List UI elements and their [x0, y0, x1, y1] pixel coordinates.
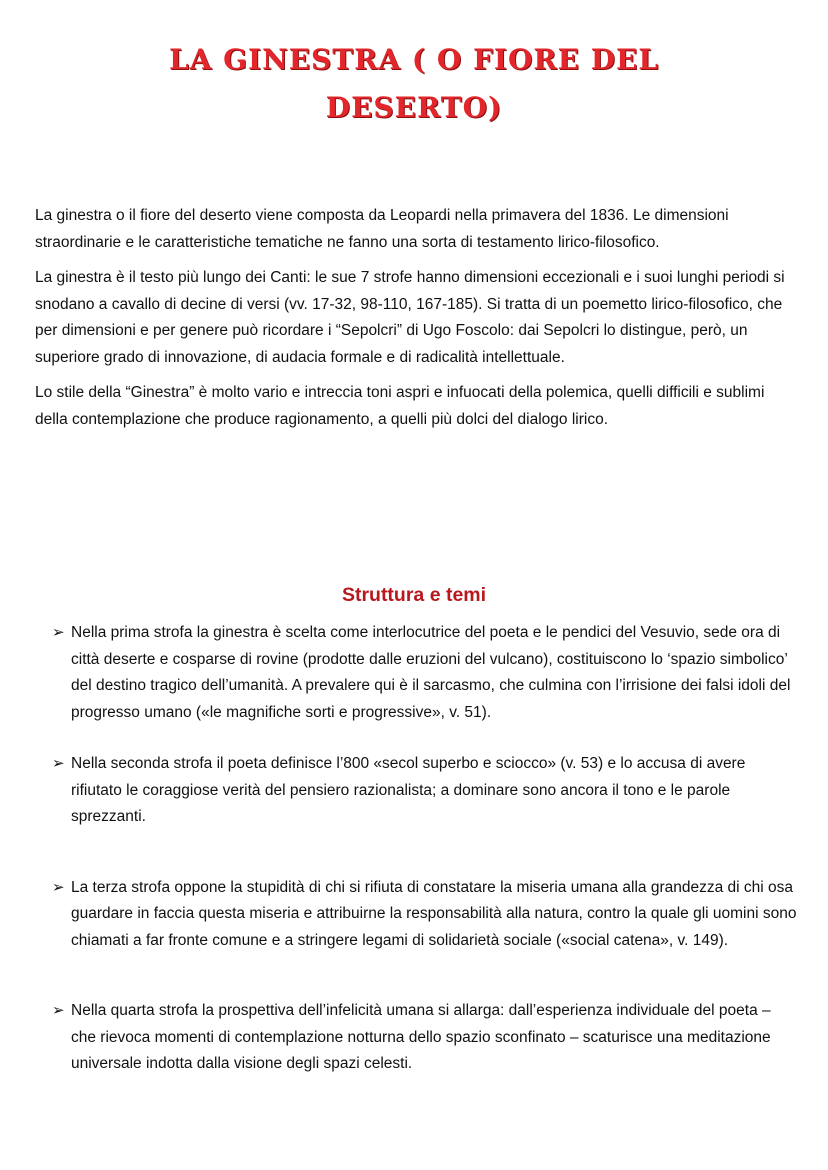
list-item-text: Nella prima strofa la ginestra è scelta come interlocutrice del poeta e le pendici del Vesuvio, sede ora di città deserte e cosparse di rovine (prodotte dalle eruzioni del vulcano), costituiscono lo ‘spazio simbolico’ del destino tragico dell’umanità. A prevalere qui è il sarcasmo, che culmina con l’irrisione dei falsi idoli del progresso umano («le magnifiche sorti e progressive», v. 51). [71, 624, 791, 721]
list-item [52, 751, 797, 831]
list-item-text: Nella quarta strofa la prospettiva dell’infelicità umana si allarga: dall’esperienza individuale del poeta – che rievoca momenti di contemplazione notturna dello spazio sconfinato – scaturisce una meditazione universale indotta dalla visione degli spazi celesti. [71, 1002, 771, 1072]
intro-paragraph: La ginestra o il fiore del deserto viene composta da Leopardi nella primavera del 1836. Le dimensioni straordinarie e le caratteristiche tematiche ne fanno una sorta di testamento lirico-filosofico. [35, 207, 729, 251]
list-item [52, 620, 797, 726]
arrow-bullet-icon: ➢ [52, 755, 65, 772]
intro-section [35, 203, 795, 442]
list-item-text: Nella seconda strofa il poeta definisce l’800 «secol superbo e sciocco» (v. 53) e lo accusa di avere rifiutato le coraggiose verità del pensiero razionalista; a dominare sono ancora il tono e le parole sprezzanti. [71, 755, 746, 825]
themes-list [52, 620, 797, 1078]
list-item-text: La terza strofa oppone la stupidità di chi si rifiuta di constatare la miseria umana alla grandezza di chi osa guardare in faccia questa miseria e attribuirne la responsabilità alla natura, contro la quale gli uomini sono chiamati a far fronte comune e a stringere legami di solidarietà sociale («social catena», v. 149). [71, 878, 797, 949]
arrow-bullet-icon: ➢ [52, 1002, 65, 1019]
page-title: LA GINESTRA ( O FIORE DEL DESERTO) [168, 43, 660, 124]
list-item [52, 875, 797, 955]
section-title: Struttura e temi [341, 584, 487, 606]
intro-paragraph: Lo stile della “Ginestra” è molto vario e intreccia toni aspri e infuocati della polemica, quelli difficili e sublimi della contemplazione che produce ragionamento, a quelli più dolci del dialogo lirico. [35, 384, 765, 428]
intro-paragraph: La ginestra è il testo più lungo dei Canti: le sue 7 strofe hanno dimensioni eccezionali e i suoi lunghi periodi si snodano a cavallo di decine di versi (vv. 17-32, 98-110, 167-185). Si tratta di un poemetto lirico-filosofico, che per dimensioni e per genere può ricordare i “Sepolcri” di Ugo Foscolo: dai Sepolcri lo distingue, però, un superiore grado di innovazione, di audacia formale e di radicalità intellettuale. [35, 269, 785, 366]
arrow-bullet-icon: ➢ [52, 878, 65, 896]
arrow-bullet-icon: ➢ [52, 624, 65, 641]
list-item [52, 998, 797, 1078]
